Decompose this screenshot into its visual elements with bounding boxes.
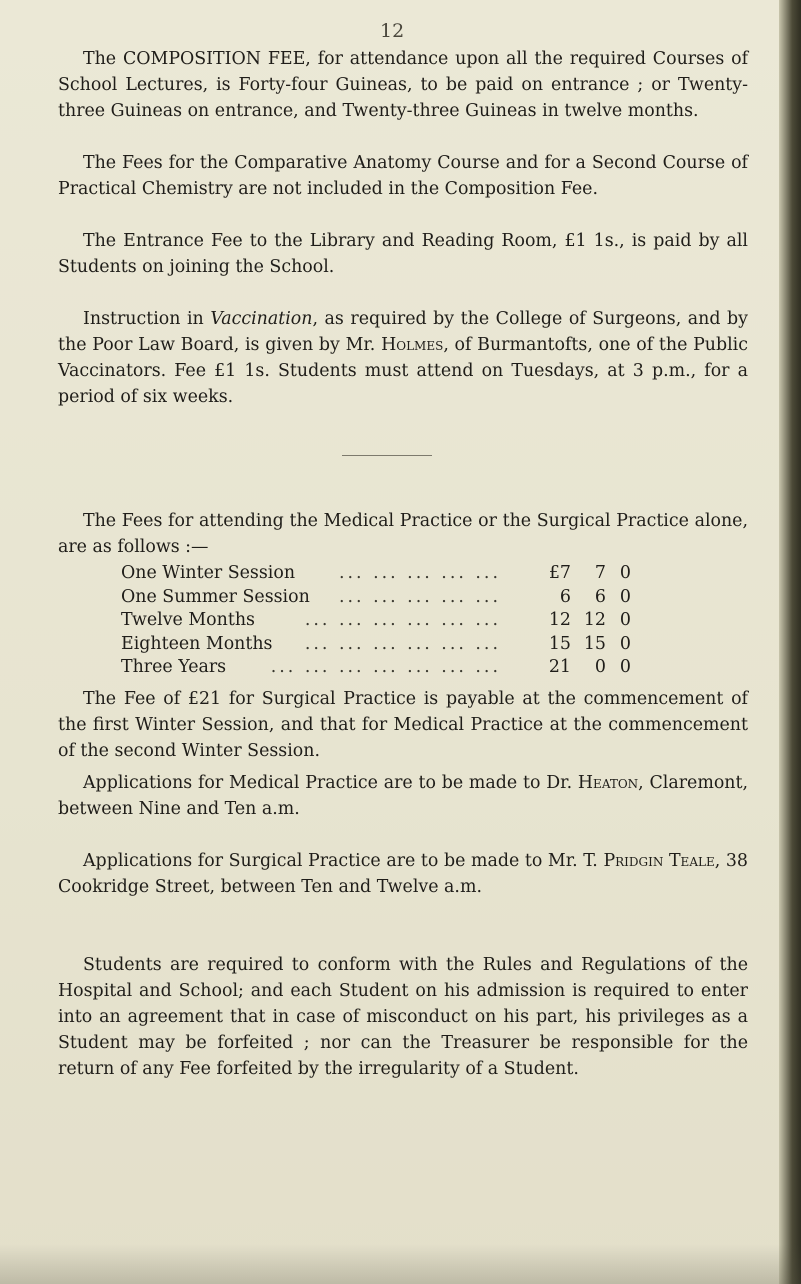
- surgical-app-text-c: , 38 Cookridge Street, between Ten and Twelve a.m.: [58, 851, 748, 897]
- rules-paragraph: Students are required to conform with the Rules and Regulations of the Hospital and School; and each Student on his admission is required to enter into an agreement that in case of misconduct on his part, his privileges as a Student may be forfeited ; nor can the Treasurer be responsible for the return of any Fee forfeited by the irregularity of a Student.: [58, 955, 748, 1079]
- fee-leader-dots: ... ... ... ... ...: [338, 563, 501, 583]
- holmes-name: Holmes: [381, 335, 444, 355]
- fee-leader-dots: ... ... ... ... ... ...: [304, 610, 501, 630]
- fee-pounds: 6: [559, 586, 571, 607]
- fee-shillings: 0: [594, 657, 606, 677]
- fee-label: Three Years: [121, 657, 227, 677]
- excluded-fees-paragraph: The Fees for the Comparative Anatomy Course and for a Second Course of Practical Chemistry are not included in the Composition Fee.: [58, 153, 748, 199]
- surgical-app-text-a: Applications for Surgical Practice are to be made to Mr. T.: [83, 851, 604, 871]
- vaccination-text-e: , of Burmantofts, one of the Public Vaccinators. Fee £1 1s. Students must attend on Tuesdays, at 3 p.m., for a period of six weeks.: [58, 335, 748, 407]
- page-number: 12: [380, 20, 405, 42]
- page-edge-shadow: [779, 0, 801, 1284]
- fee-pounds: 12: [548, 610, 571, 630]
- medical-app-text-a: Applications for Medical Practice are to be made to Dr.: [83, 773, 578, 793]
- pridgin-teale-name: Pridgin Teale: [603, 851, 715, 871]
- page-bottom-shadow: [0, 1244, 801, 1284]
- fee-pence: 0: [619, 657, 631, 677]
- vaccination-paragraph: [58, 306, 748, 410]
- medical-applications-paragraph: [58, 770, 748, 822]
- fee-row: [121, 562, 631, 586]
- section-divider: [342, 455, 432, 456]
- fee-label: One Winter Session: [121, 563, 296, 583]
- surgical-fee-paragraph: The Fee of £21 for Surgical Practice is payable at the commencement of the first Winter Session, and that for Medical Practice at the commencement of the second Winter Session.: [58, 689, 748, 761]
- practice-fees-intro: The Fees for attending the Medical Practice or the Surgical Practice alone, are as follows :—: [58, 511, 748, 557]
- fee-pence: 0: [619, 586, 631, 607]
- vaccination-term: Vaccination: [210, 309, 313, 329]
- vaccination-text-a: Instruction in: [83, 309, 211, 329]
- fee-label: Twelve Months: [121, 610, 255, 630]
- fee-pounds: 21: [548, 657, 571, 677]
- composition-fee-paragraph: The COMPOSITION FEE, for attendance upon all the required Courses of School Lectures, is Forty-four Guineas, to be paid on entrance ; or Twenty-three Guineas on entrance, and Twenty-three Guineas in twelve months.: [58, 49, 748, 121]
- fee-shillings: 15: [583, 633, 606, 654]
- fee-shillings: 6: [594, 586, 606, 607]
- fee-pounds: 15: [548, 633, 571, 654]
- fee-leader-dots: ... ... ... ... ... ...: [304, 633, 501, 654]
- fee-leader-dots: ... ... ... ... ...: [338, 586, 501, 607]
- fee-label: One Summer Session: [121, 586, 310, 607]
- fee-shillings: 7: [594, 563, 606, 583]
- fee-pounds: £7: [548, 563, 571, 583]
- fee-row: [121, 633, 631, 657]
- fee-pence: 0: [619, 563, 631, 583]
- medical-app-text-c: , Claremont, between Nine and Ten a.m.: [58, 773, 749, 819]
- fees-table: [121, 562, 631, 680]
- fee-row: [121, 609, 631, 633]
- fee-pence: 0: [619, 633, 631, 654]
- fee-shillings: 12: [583, 610, 606, 630]
- library-fee-paragraph: The Entrance Fee to the Library and Reading Room, £1 1s., is paid by all Students on joining the School.: [58, 231, 748, 277]
- fee-row: [121, 586, 631, 610]
- fee-leader-dots: ... ... ... ... ... ... ...: [270, 657, 501, 677]
- surgical-applications-paragraph: [58, 848, 748, 900]
- fee-pence: 0: [619, 610, 631, 630]
- heaton-name: Heaton: [577, 773, 639, 793]
- vaccination-text-c: , as required by the College of Surgeons, and by the Poor Law Board, is given by Mr.: [58, 309, 749, 355]
- fee-row: [121, 656, 631, 680]
- fee-label: Eighteen Months: [121, 633, 273, 654]
